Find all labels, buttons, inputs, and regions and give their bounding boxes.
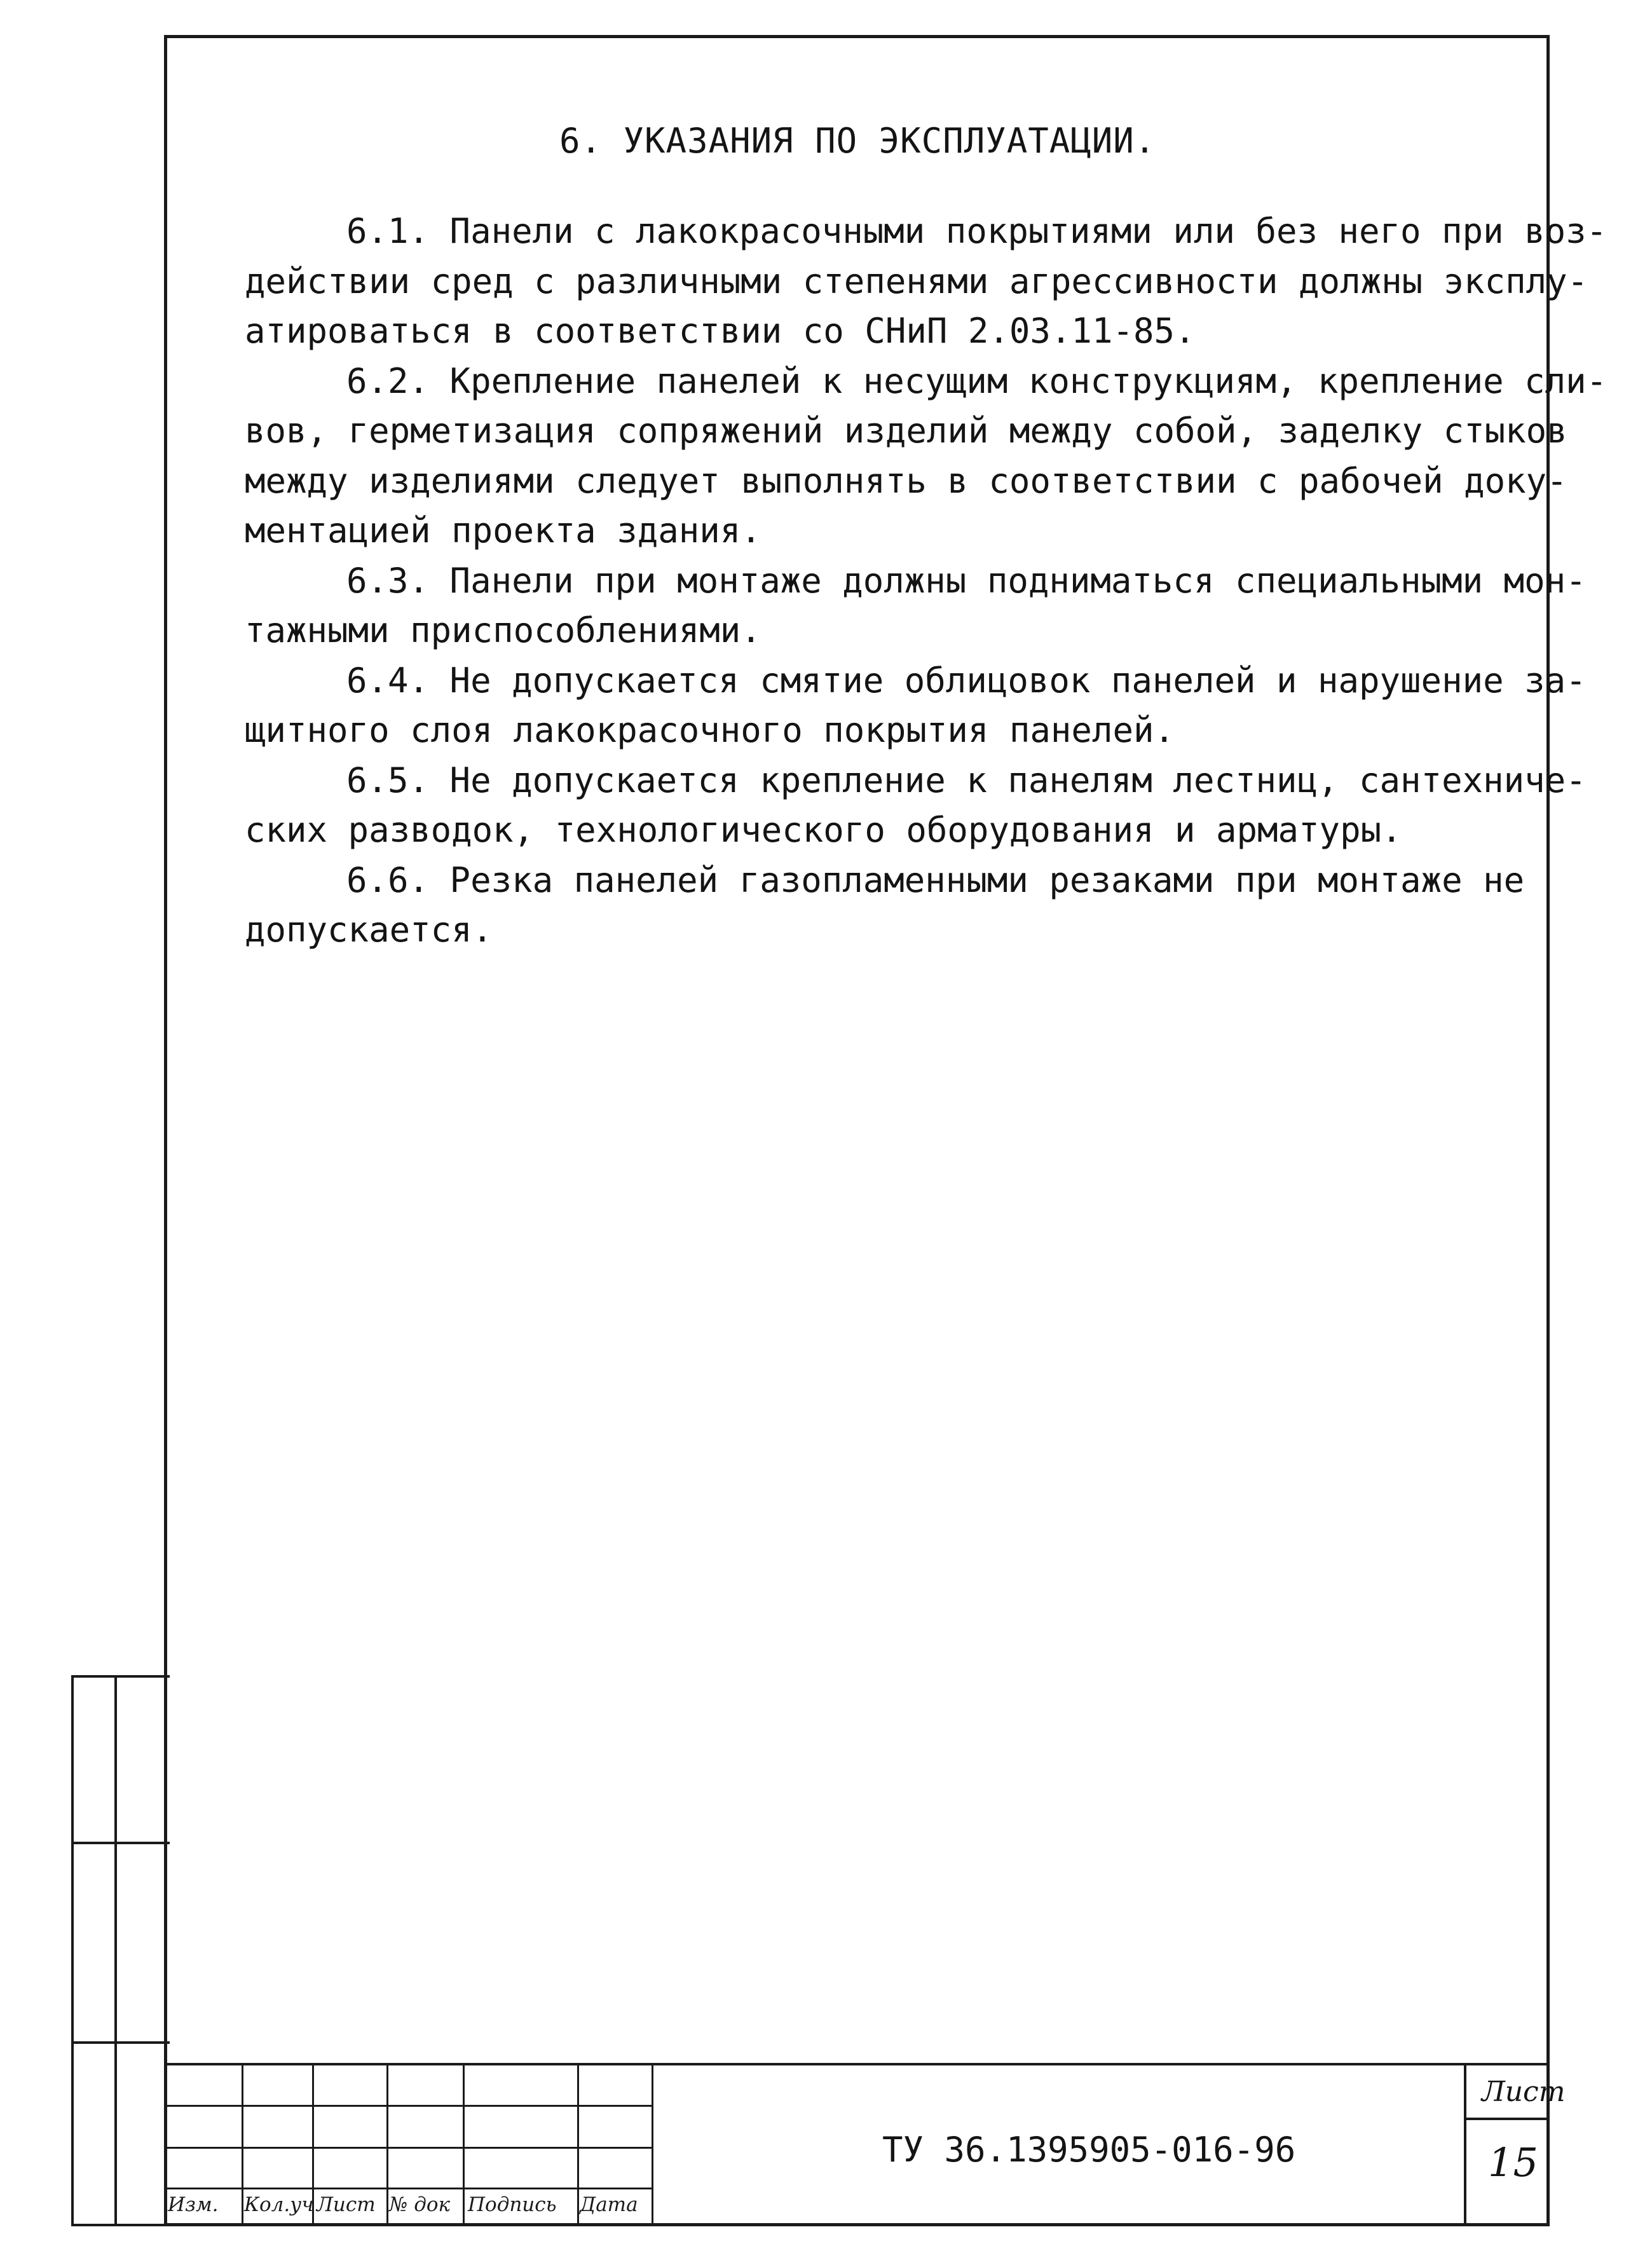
paragraph-line: вов, герметизация сопряжений изделий между собой, заделку стыков: [245, 411, 1567, 451]
side-stamp-line: [71, 1842, 170, 1844]
stamp-column-label: Изм.: [168, 2193, 219, 2216]
sheet-box-border: [1464, 2063, 1466, 2226]
title-block-grid-line: [463, 2063, 465, 2226]
title-block-grid-line: [164, 2105, 653, 2107]
title-block-grid-line: [164, 2147, 653, 2149]
paragraph-line: допускается.: [245, 910, 493, 950]
paragraph-line: ментацией проекта здания.: [245, 510, 761, 551]
side-stamp-divider: [114, 1675, 117, 2224]
stamp-column-label: № док: [389, 2193, 451, 2216]
sheet-box-divider: [1464, 2118, 1550, 2120]
document-body: [245, 207, 1608, 955]
paragraph-line: 6.2. Крепление панелей к несущим конструкциям, крепление сли-: [346, 360, 1608, 401]
paragraph-line: 6.5. Не допускается крепление к панелям лестниц, сантехниче-: [346, 760, 1587, 800]
title-block-grid-line: [577, 2063, 579, 2226]
paragraph-line: 6.3. Панели при монтаже должны подниматься специальными мон-: [346, 560, 1587, 601]
paragraph-line: 6.4. Не допускается смятие облицовок панелей и нарушение за-: [346, 660, 1587, 701]
side-stamp-line: [71, 1675, 170, 1678]
paragraph-line: 6.1. Панели с лакокрасочными покрытиями или без него при воз-: [346, 211, 1608, 251]
paragraph-line: тажными приспособлениями.: [245, 610, 761, 650]
side-stamp-column: [71, 1675, 167, 2226]
title-block-top-line: [164, 2063, 1550, 2065]
paragraph-line: ских разводок, технологического оборудования и арматуры.: [245, 810, 1402, 850]
title-block-grid-line: [386, 2063, 388, 2226]
stamp-column-label: Подпись: [468, 2193, 557, 2216]
title-block: [164, 2063, 1566, 2226]
sheet-box: [1464, 2063, 1566, 2226]
paragraph-line: 6.6. Резка панелей газопламенными резаками при монтаже не: [346, 859, 1525, 900]
stamp-column-label: Дата: [580, 2193, 638, 2216]
title-block-grid-line: [164, 2188, 653, 2189]
stamp-column-label: Кол.уч: [244, 2193, 314, 2216]
paragraph-line: щитного слоя лакокрасочного покрытия панелей.: [245, 710, 1175, 750]
title-block-grid-line: [242, 2063, 243, 2226]
paragraph-line: между изделиями следует выполнять в соответствии с рабочей доку-: [245, 460, 1567, 501]
document-designation: ТУ 36.1395905-016-96: [882, 2130, 1296, 2170]
sheet-number: 15: [1488, 2139, 1538, 2186]
paragraph-line: атироваться в соответствии со СНиП 2.03.11-85.: [245, 311, 1196, 351]
side-stamp-line: [71, 2041, 170, 2044]
sheet-label: Лист: [1482, 2076, 1566, 2108]
paragraph-line: действии сред с различными степенями агрессивности должны эксплу-: [245, 261, 1588, 301]
title-block-grid-line: [652, 2063, 653, 2226]
section-title: 6. УКАЗАНИЯ ПО ЭКСПЛУАТАЦИИ.: [559, 121, 1156, 161]
stamp-column-label: Лист: [317, 2193, 376, 2216]
